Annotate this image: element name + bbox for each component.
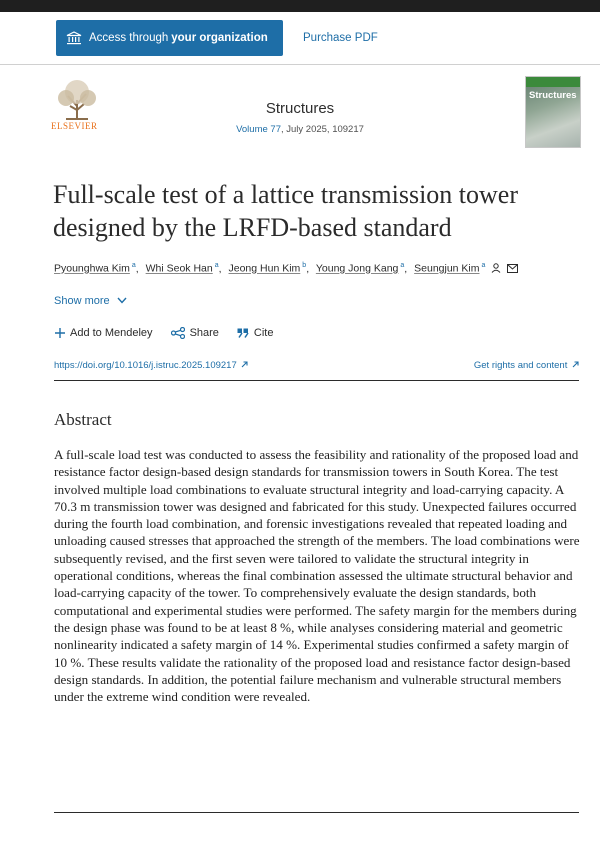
- author-2[interactable]: Whi Seok Han: [145, 262, 213, 275]
- abstract-text: A full-scale load test was conducted to assess the feasibility and rationality of the proposed load and resistance factor design-based design standards for transmission towers in South Korea. The test involved multiple load combinations to evaluate structural integrity and load-carrying capacity. A 70.3 m transmission tower was designed and fabricated for this study. Unexpected failures occurred during the fourth load combination, and forensic investigations revealed that repeated loading and unloading caused stresses that approached the strength of the members. The load combinations were subsequently revised, and the first seven were tailored to validate the structural integrity in operational conditions, whereas the final combination assessed the ultimate structural behavior and load-carrying capacity of the tower. To comprehensively evaluate the design standards, both computational and experimental studies were performed. The safety margin for the members during the design phase was found to be at least 8 %, while analyses considering material and geometric nonlinearity indicated a safety margin of 14 %. Experimental studies confirmed a safety margin of 10 %. These results validate the rationality of the proposed load and resistance factor design-based design standards. In addition, the potential failure mechanism and vulnerable structural members under the extreme wind condition were revealed.: [54, 447, 580, 705]
- cover-title: Structures: [529, 90, 577, 101]
- share-label: Share: [189, 327, 219, 339]
- access-organization-button[interactable]: [56, 20, 283, 56]
- author-3[interactable]: Jeong Hun Kim: [228, 262, 301, 275]
- show-more-label: Show more: [54, 295, 110, 307]
- article-actions: [55, 327, 273, 339]
- email-icon[interactable]: [507, 264, 518, 273]
- mendeley-label: Add to Mendeley: [70, 327, 153, 339]
- access-bold: your organization: [171, 32, 268, 44]
- abstract-heading: Abstract: [54, 410, 112, 429]
- plus-icon: [55, 328, 65, 338]
- cover-bar: [526, 77, 580, 87]
- author-4[interactable]: Young Jong Kang: [315, 262, 399, 275]
- add-to-mendeley-button[interactable]: [55, 327, 153, 339]
- purchase-pdf-link[interactable]: Purchase PDF: [303, 32, 378, 44]
- divider: [54, 380, 579, 381]
- cite-label: Cite: [253, 327, 274, 339]
- access-prefix: Access through: [89, 32, 169, 44]
- top-bar: [0, 12, 600, 65]
- get-rights-link[interactable]: [474, 360, 579, 371]
- institution-icon: [66, 31, 82, 45]
- top-border: [0, 0, 600, 12]
- external-link-icon: [572, 361, 579, 368]
- doi-text: https://doi.org/10.1016/j.istruc.2025.109217: [54, 360, 237, 371]
- person-icon[interactable]: [491, 263, 501, 273]
- volume-info: [0, 124, 600, 135]
- author-4-affil[interactable]: a: [400, 262, 405, 269]
- author-5-affil[interactable]: a: [481, 262, 486, 269]
- elsevier-wordmark: ELSEVIER: [51, 121, 98, 131]
- quote-icon: [237, 328, 249, 338]
- rights-text: Get rights and content: [473, 360, 568, 371]
- author-2-affil[interactable]: a: [214, 262, 219, 269]
- doi-link[interactable]: [54, 360, 248, 371]
- article-title: Full-scale test of a lattice transmission tower designed by the LRFD-based standard: [53, 180, 518, 242]
- volume-rest: , July 2025, 109217: [280, 124, 364, 135]
- author-3-affil[interactable]: b: [302, 262, 307, 269]
- author-1-affil[interactable]: a: [131, 262, 136, 269]
- external-link-icon: [241, 361, 248, 368]
- journal-cover[interactable]: [525, 76, 581, 148]
- show-more-button[interactable]: [54, 295, 127, 307]
- share-icon: [171, 327, 185, 339]
- chevron-down-icon: [117, 297, 127, 304]
- divider: [54, 812, 579, 813]
- volume-link[interactable]: Volume 77: [236, 124, 281, 135]
- cite-button[interactable]: [237, 327, 274, 339]
- author-list: Pyounghwa Kim $^a$, Whi Seok Han $^a$, Jeong Hun Kim $^b$, Young Jong Kang $^a$, Seungjun Kim $^a$: [54, 262, 518, 275]
- author-5[interactable]: Seungjun Kim: [414, 262, 480, 275]
- share-button[interactable]: [171, 327, 219, 339]
- author-1[interactable]: Pyounghwa Kim: [54, 262, 130, 275]
- journal-name[interactable]: Structures: [265, 100, 335, 117]
